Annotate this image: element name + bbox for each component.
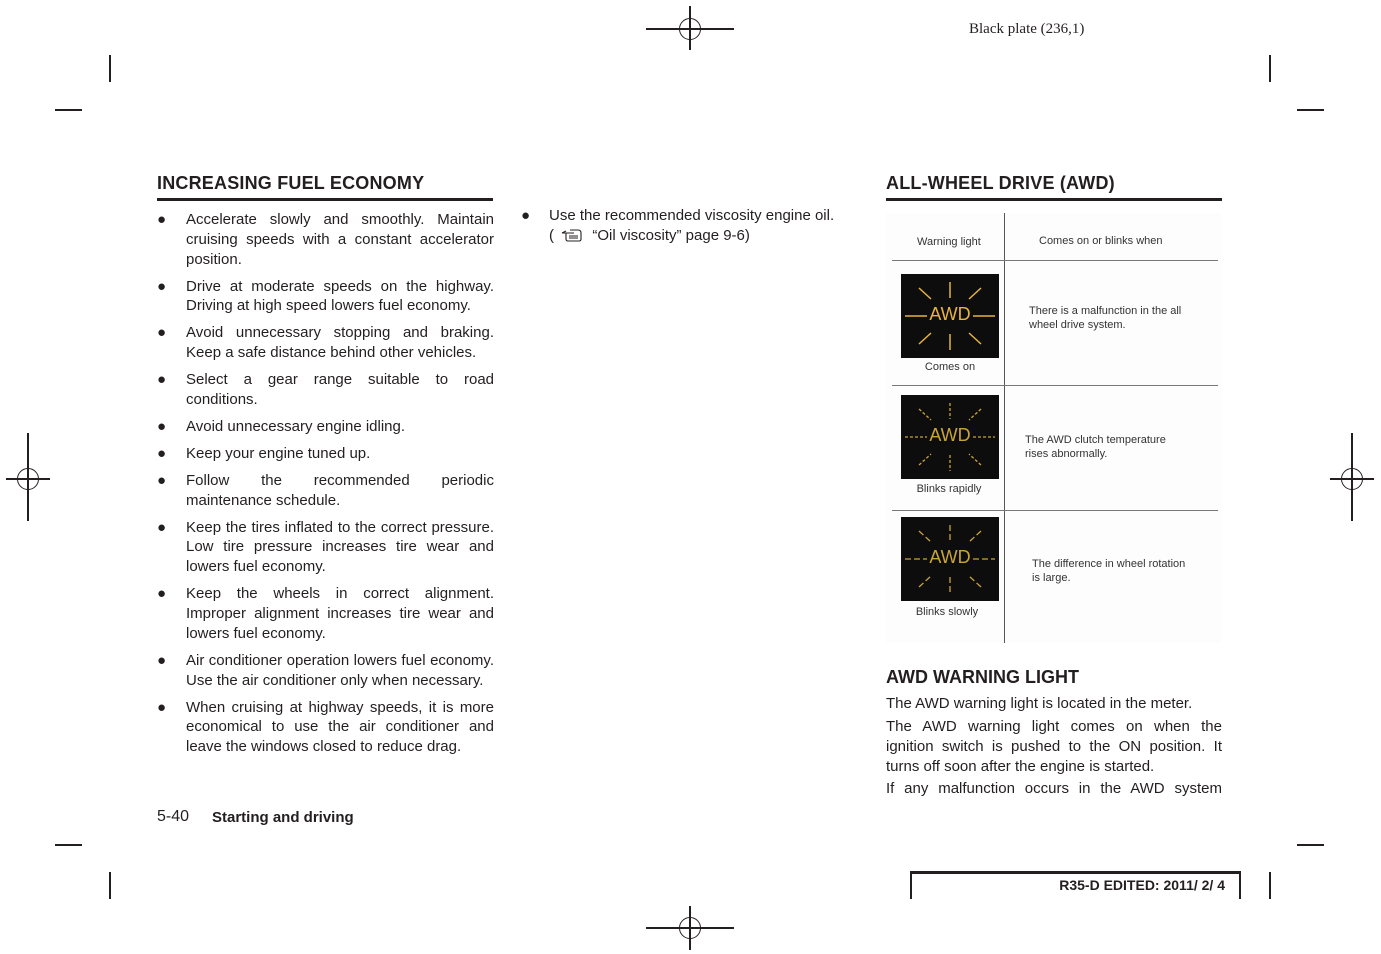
list-item: ● Keep the wheels in correct alignment. Improper alignment increases tire wear and lowers fuel economy. (157, 585, 494, 642)
fuel-economy-title: INCREASING FUEL ECONOMY (157, 173, 493, 201)
list-item: ● Avoid unnecessary engine idling. (157, 417, 406, 435)
awd-lamp-label: AWD (929, 547, 971, 567)
awd-paragraph: The AWD warning light comes on when the ignition switch is pushed to the ON position. It turns off soon after the engine is started. (886, 718, 1222, 775)
awd-lamp-label: AWD (929, 425, 971, 445)
list-item: ● Avoid unnecessary stopping and braking. Keep a safe distance behind other vehicles. (157, 324, 494, 362)
awd-lamp-label: AWD (929, 304, 971, 324)
fuel-economy-list (157, 210, 494, 764)
list-item: ● Keep your engine tuned up. (157, 444, 371, 462)
list-item: ● Use the recommended viscosity engine oil. ( “Oil viscosity” page 9-6) (521, 206, 858, 249)
edited-label: R35-D EDITED: 2011/ 2/ 4 (1059, 877, 1225, 893)
table-header-warning-light: Warning light (917, 236, 981, 248)
awd-paragraph: The AWD warning light is located in the meter. (886, 695, 1193, 712)
page-number: 5-40 (157, 808, 190, 825)
reference-hand-icon[interactable] (560, 227, 586, 249)
edited-stamp (910, 871, 1241, 899)
section-name: Starting and driving (212, 809, 354, 826)
row-description: There is a malfunction in the all wheel drive system. (1029, 305, 1182, 331)
list-item: ● Keep the tires inflated to the correct pressure. Low tire pressure increases tire wear and lowers fuel economy. (157, 518, 494, 576)
awd-warning-table (886, 213, 1222, 643)
awd-lamp-rapid (901, 395, 999, 479)
row-description: The difference in wheel rotation is large. (1032, 558, 1186, 584)
lamp-caption: Comes on (924, 361, 976, 373)
list-item: ● Air conditioner operation lowers fuel economy. Use the air conditioner only when necessary. (157, 651, 494, 689)
lamp-caption: Blinks slowly (915, 606, 979, 618)
row-description: The AWD clutch temperature rises abnormally. (1025, 434, 1166, 460)
awd-warning-light-title: AWD WARNING LIGHT (886, 667, 1079, 687)
list-item: ● Drive at moderate speeds on the highway. Driving at high speed lowers fuel economy. (157, 277, 494, 315)
plate-label: Black plate (236,1) (969, 21, 1085, 37)
awd-title: ALL-WHEEL DRIVE (AWD) (886, 173, 1222, 201)
list-item: ● Follow the recommended periodic maintenance schedule. (157, 471, 494, 509)
lamp-caption: Blinks rapidly (916, 483, 982, 495)
oil-viscosity-list (521, 206, 858, 256)
reference-link[interactable]: “Oil viscosity” page 9-6) (592, 226, 750, 244)
list-item: ● When cruising at highway speeds, it is more economical to use the air conditioner and leave the windows closed to reduce drag. (157, 698, 494, 756)
awd-paragraph: If any malfunction occurs in the AWD system (886, 780, 1222, 797)
awd-lamp-slow (901, 517, 999, 601)
reference-open-paren: ( (549, 226, 554, 244)
awd-lamp-steady (901, 274, 999, 358)
list-item: ● Accelerate slowly and smoothly. Maintain cruising speeds with a constant accelerator position. (157, 211, 494, 268)
table-header-condition: Comes on or blinks when (1039, 235, 1163, 247)
list-item: ● Select a gear range suitable to road conditions. (157, 371, 494, 408)
